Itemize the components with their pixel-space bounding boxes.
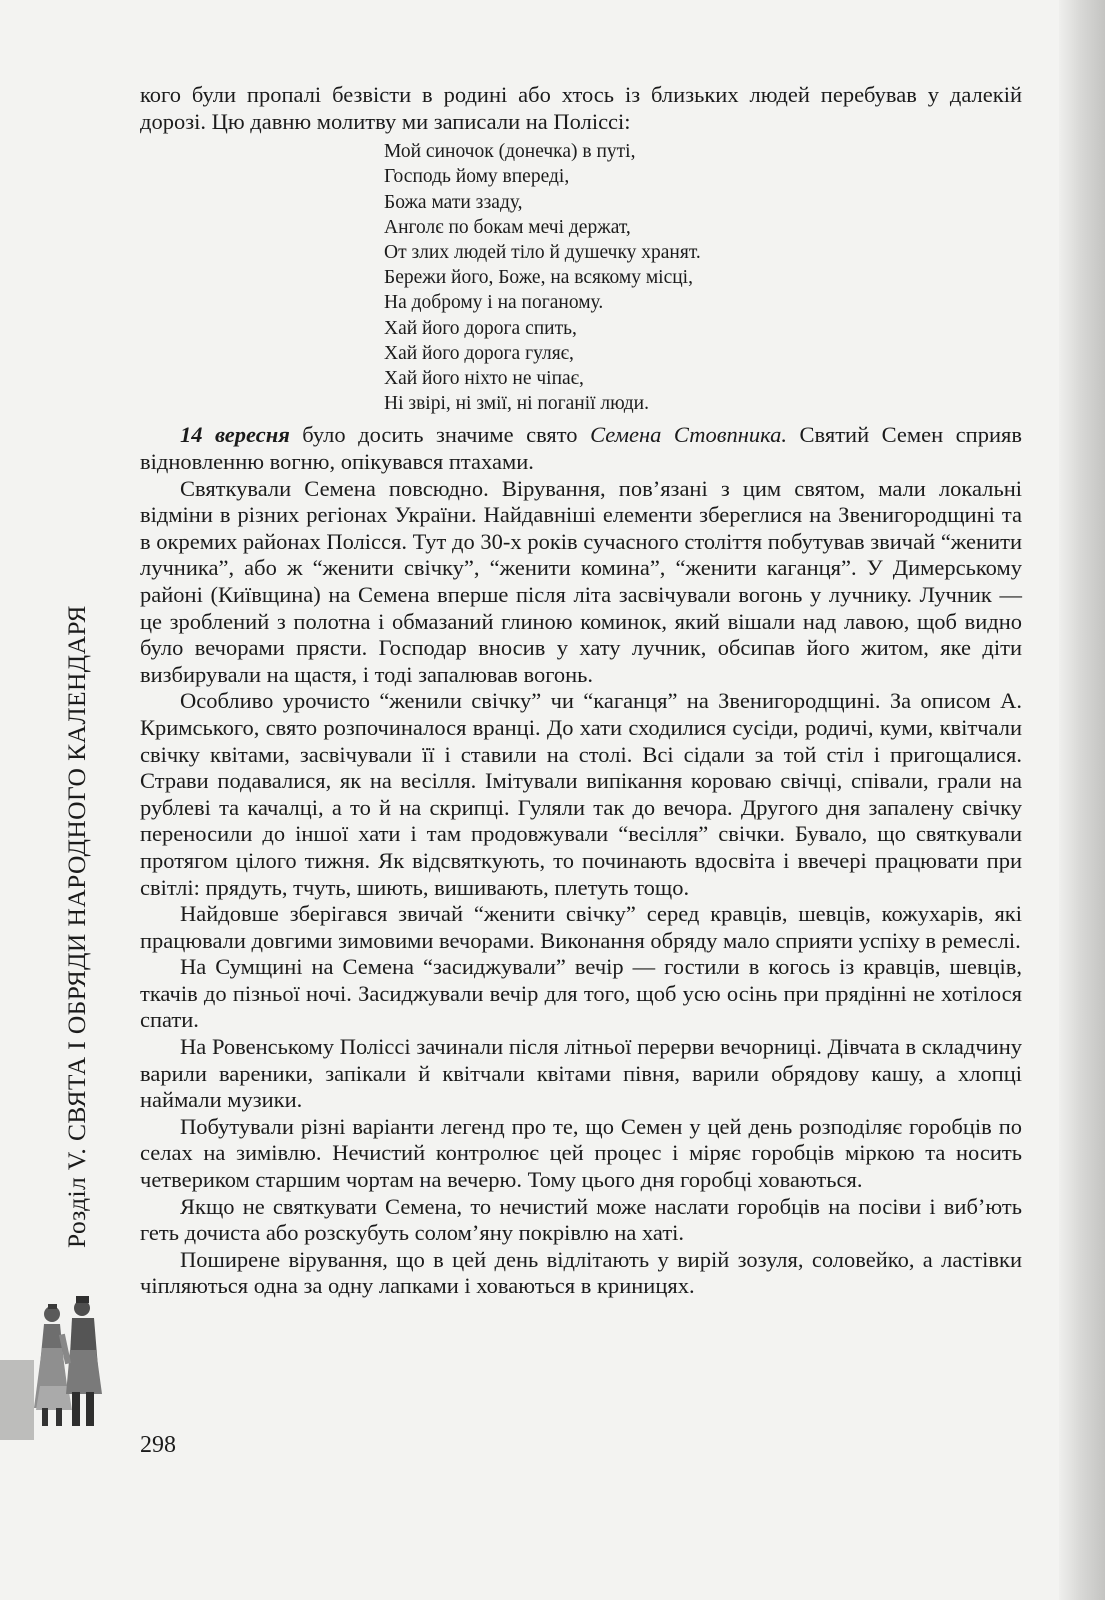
paragraph-text: було досить значиме свято bbox=[289, 422, 591, 448]
poem-line: Хай його дорога гуляє, bbox=[384, 342, 574, 364]
section-running-head bbox=[62, 605, 92, 1248]
poem-line: Хай його дорога спить, bbox=[384, 317, 577, 339]
page-edge-shadow bbox=[1059, 0, 1105, 1600]
page-body bbox=[140, 82, 1022, 1300]
poem-line: Мой синочок (донечка) в путі, bbox=[384, 141, 636, 163]
section-number: Розділ V. bbox=[62, 1147, 91, 1248]
poem-line: Ні звірі, ні змії, ні поганії люди. bbox=[384, 393, 649, 415]
poem-line: Божа мати ззаду, bbox=[384, 191, 523, 213]
feast-date: 14 вересня bbox=[180, 422, 290, 448]
poem-line: Господь йому впереді, bbox=[384, 166, 570, 188]
prayer-poem bbox=[384, 135, 1022, 422]
poem-line: Анголє по бокам мечі держат, bbox=[384, 216, 631, 238]
paragraph: Найдовше зберігався звичай “женити свічку” серед кравців, шевців, кожухарів, які працювали довгими зимовими вечорами. Виконання обряду мало сприяти успіху в ремеслі. bbox=[140, 901, 1022, 953]
paragraph: Святкували Семена повсюдно. Вірування, пов’язані з цим святом, мали локальні відміни в різних регіонах України. Найдавніші елементи збереглися на Звенигородщині та в окремих районах Полісся. Тут до 30-х років сучасного століття побутував звичай “женити лучника”, або ж “женити свічку”, “женити комина”, “женити каганця”. У Димерському районі (Київщина) на Семена вперше після літа засвічували вогонь у лучнику. Лучник — це зроблений з полотна і обмазаний глиною коминок, який вішали над лавою, щоб видно було вечорами прясти. Господар вносив у хату лучник, обсипав його житом, яке діти визбирували на щастя, і тоді запалював вогонь. bbox=[140, 475, 1022, 687]
paragraph: Особливо урочисто “женили свічку” чи “каганця” на Звенигородщині. За описом А. Кримського, свято розпочиналося вранці. До хати сходилися сусіди, родичі, куми, квітчали свічку квітами, засвічували її і ставили на столі. Всі сідали за той стіл і пригощалися. Страви подавалися, як на весілля. Імітували випікання короваю свічці, співали, грали на рублеві та качалці, а то й на скрипці. Гуляли так до вечора. Другого дня запалену свічку переносили до іншої хати і там продовжували “весілля” свічки. Бувало, що святкували протягом цілого тижня. Як відсвяткують, то починають вдосвіта і ввечері працювати при світлі: прядуть, тчуть, шиють, вишивають, плетуть тощо. bbox=[140, 688, 1022, 900]
poem-line: На доброму і на поганому. bbox=[384, 292, 604, 314]
folk-figures-drawing bbox=[0, 1290, 112, 1440]
folk-couple-illustration bbox=[0, 1290, 112, 1440]
paragraph-semen-feast bbox=[140, 422, 1022, 475]
poem-line: Хай його ніхто не чіпає, bbox=[384, 368, 584, 390]
poem-line: Бережи його, Боже, на всякому місці, bbox=[384, 267, 693, 289]
poem-line: От злих людей тіло й душечку хранят. bbox=[384, 242, 701, 263]
paragraph-intro: кого були пропалі безвісти в родині або хтось із близьких людей перебував у далекій дорозі. Цю давню молитву ми записали на Поліссі: bbox=[140, 82, 1022, 134]
paragraph: На Сумщині на Семена “засиджували” вечір — гостили в когось із кравців, шевців, ткачів до пізньої ночі. Засиджували вечір для того, щоб усю осінь при прядінні не хотілося спати. bbox=[140, 954, 1022, 1033]
section-title: СВЯТА І ОБРЯДИ НАРОДНОГО КАЛЕНДАРЯ bbox=[62, 605, 91, 1142]
paragraph: Якщо не святкувати Семена, то нечистий може наслати горобців на посіви і виб’ють геть дочиста або розскубуть солом’яну покрівлю на хаті. bbox=[140, 1193, 1022, 1246]
page-number: 298 bbox=[140, 1432, 176, 1458]
paragraph: На Ровенському Поліссі зачинали після літньої перерви вечорниці. Дівчата в складчину варили вареники, запікали й квітчали квітами півня, варили обрядову кашу, а хлопці наймали музики. bbox=[140, 1034, 1022, 1113]
feast-name: Семена Стовпника. bbox=[590, 422, 788, 448]
paragraph-text: Святий Семен сприяв відновленню вогню, опікувався птахами. bbox=[140, 422, 1022, 475]
paragraph: Поширене вірування, що в цей день відлітають у вирій зозуля, соловейко, а ластівки чіпляються одна за одну лапками і ховаються в криницях. bbox=[140, 1246, 1022, 1299]
paragraph: Побутували різні варіанти легенд про те, що Семен у цей день розподіляє горобців по селах на зимівлю. Нечистий контролює цей процес і міряє горобців міркою та носить четвериком старшим чортам на вечерю. Тому цього дня горобці ховаються. bbox=[140, 1113, 1022, 1193]
